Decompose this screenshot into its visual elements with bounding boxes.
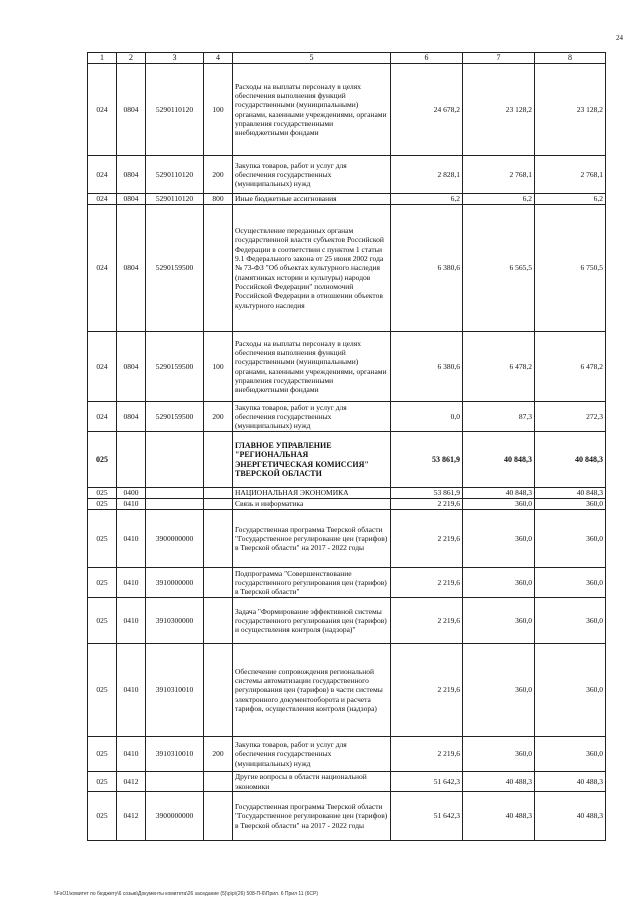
cell-target-article: 3910310010 bbox=[146, 737, 204, 772]
col-header-1: 1 bbox=[88, 53, 117, 64]
cell-section-code bbox=[117, 432, 146, 488]
cell-target-article: 3910300000 bbox=[146, 598, 204, 644]
cell-amount-col8: 40 488,3 bbox=[535, 792, 606, 841]
cell-section-code: 0804 bbox=[117, 64, 146, 156]
cell-expense-type bbox=[204, 772, 233, 792]
table-row bbox=[88, 792, 606, 841]
col-header-3: 3 bbox=[146, 53, 204, 64]
cell-section-code: 0804 bbox=[117, 332, 146, 402]
cell-expense-type bbox=[204, 499, 233, 510]
cell-amount-col7: 360,0 bbox=[463, 737, 535, 772]
cell-amount-col6: 6 380,6 bbox=[391, 205, 463, 332]
cell-amount-col7: 40 848,3 bbox=[463, 488, 535, 499]
cell-amount-col8: 360,0 bbox=[535, 568, 606, 598]
cell-description: НАЦИОНАЛЬНАЯ ЭКОНОМИКА bbox=[233, 488, 391, 499]
table-row bbox=[88, 156, 606, 194]
cell-amount-col6: 53 861,9 bbox=[391, 432, 463, 488]
cell-rcp-code: 025 bbox=[88, 510, 117, 568]
col-header-2: 2 bbox=[117, 53, 146, 64]
cell-amount-col8: 40 848,3 bbox=[535, 488, 606, 499]
table-row bbox=[88, 510, 606, 568]
cell-description: Подпрограмма "Совершенствование государственного регулирования цен (тарифов) в Тверской области" bbox=[233, 568, 391, 598]
table-row bbox=[88, 432, 606, 488]
cell-amount-col6: 6,2 bbox=[391, 194, 463, 205]
cell-amount-col7: 40 488,3 bbox=[463, 792, 535, 841]
table-row bbox=[88, 598, 606, 644]
cell-expense-type bbox=[204, 792, 233, 841]
cell-target-article: 3900000000 bbox=[146, 510, 204, 568]
cell-section-code: 0412 bbox=[117, 772, 146, 792]
table-row bbox=[88, 488, 606, 499]
cell-amount-col7: 360,0 bbox=[463, 568, 535, 598]
cell-description: Другие вопросы в области национальной экономики bbox=[233, 772, 391, 792]
table-row bbox=[88, 194, 606, 205]
footer-path: \\FsO1\комитет по бюджету\6 созыв\Документы комитета\26 заседание (5)\p\p\(26) 508-П-6\Прил. 6 Прил 11 (6СР) bbox=[54, 891, 319, 897]
cell-amount-col8: 2 768,1 bbox=[535, 156, 606, 194]
cell-rcp-code: 024 bbox=[88, 156, 117, 194]
cell-rcp-code: 025 bbox=[88, 772, 117, 792]
cell-amount-col8: 360,0 bbox=[535, 737, 606, 772]
cell-expense-type bbox=[204, 488, 233, 499]
cell-section-code: 0410 bbox=[117, 737, 146, 772]
cell-description: Задача "Формирование эффективной системы государственного регулирования цен (тарифов) и осуществления контроля (надзора)" bbox=[233, 598, 391, 644]
cell-target-article: 5290159500 bbox=[146, 402, 204, 432]
cell-section-code: 0410 bbox=[117, 510, 146, 568]
cell-amount-col7: 87,3 bbox=[463, 402, 535, 432]
cell-target-article bbox=[146, 499, 204, 510]
cell-target-article: 3900000000 bbox=[146, 792, 204, 841]
cell-amount-col7: 40 848,3 bbox=[463, 432, 535, 488]
cell-expense-type bbox=[204, 644, 233, 737]
cell-description: Связь и информатика bbox=[233, 499, 391, 510]
cell-amount-col8: 360,0 bbox=[535, 510, 606, 568]
cell-rcp-code: 025 bbox=[88, 488, 117, 499]
cell-rcp-code: 024 bbox=[88, 332, 117, 402]
cell-amount-col7: 23 128,2 bbox=[463, 64, 535, 156]
cell-target-article: 5290159500 bbox=[146, 332, 204, 402]
col-header-8: 8 bbox=[535, 53, 606, 64]
cell-rcp-code: 024 bbox=[88, 402, 117, 432]
cell-amount-col8: 6 478,2 bbox=[535, 332, 606, 402]
cell-amount-col8: 6,2 bbox=[535, 194, 606, 205]
cell-target-article: 5290110120 bbox=[146, 156, 204, 194]
cell-description: Расходы на выплаты персоналу в целях обеспечения выполнения функций государственными (муниципальными) органами, казенными учреждениями, органами управления государственными внебюджетными фондами bbox=[233, 64, 391, 156]
table-row bbox=[88, 402, 606, 432]
cell-amount-col6: 2 219,6 bbox=[391, 568, 463, 598]
cell-rcp-code: 025 bbox=[88, 644, 117, 737]
cell-rcp-code: 025 bbox=[88, 737, 117, 772]
cell-rcp-code: 025 bbox=[88, 568, 117, 598]
cell-amount-col6: 51 642,3 bbox=[391, 772, 463, 792]
cell-expense-type bbox=[204, 432, 233, 488]
cell-expense-type: 200 bbox=[204, 737, 233, 772]
cell-amount-col7: 6 478,2 bbox=[463, 332, 535, 402]
cell-amount-col6: 6 380,6 bbox=[391, 332, 463, 402]
col-header-4: 4 bbox=[204, 53, 233, 64]
cell-amount-col6: 2 219,6 bbox=[391, 737, 463, 772]
cell-amount-col8: 23 128,2 bbox=[535, 64, 606, 156]
cell-amount-col6: 2 828,1 bbox=[391, 156, 463, 194]
cell-expense-type: 100 bbox=[204, 64, 233, 156]
cell-section-code: 0410 bbox=[117, 499, 146, 510]
cell-amount-col7: 6 565,5 bbox=[463, 205, 535, 332]
cell-amount-col7: 360,0 bbox=[463, 499, 535, 510]
header-row bbox=[88, 53, 606, 64]
cell-amount-col6: 53 861,9 bbox=[391, 488, 463, 499]
cell-amount-col8: 360,0 bbox=[535, 598, 606, 644]
cell-description: Закупка товаров, работ и услуг для обеспечения государственных (муниципальных) нужд bbox=[233, 737, 391, 772]
table-row bbox=[88, 332, 606, 402]
cell-amount-col8: 40 848,3 bbox=[535, 432, 606, 488]
cell-description: Иные бюджетные ассигнования bbox=[233, 194, 391, 205]
budget-table bbox=[87, 52, 606, 841]
cell-expense-type bbox=[204, 598, 233, 644]
cell-expense-type bbox=[204, 568, 233, 598]
cell-expense-type bbox=[204, 205, 233, 332]
cell-target-article bbox=[146, 432, 204, 488]
table-row bbox=[88, 644, 606, 737]
table-row bbox=[88, 499, 606, 510]
cell-target-article: 3910000000 bbox=[146, 568, 204, 598]
cell-rcp-code: 025 bbox=[88, 432, 117, 488]
table-row bbox=[88, 64, 606, 156]
cell-amount-col7: 6,2 bbox=[463, 194, 535, 205]
cell-description: Закупка товаров, работ и услуг для обеспечения государственных (муниципальных) нужд bbox=[233, 402, 391, 432]
cell-description: Обеспечение сопровождения региональной системы автоматизации государственного регулирования цен (тарифов) в части системы электронного документооборота и расчета тарифов, осуществления контроля (надзора) bbox=[233, 644, 391, 737]
cell-section-code: 0400 bbox=[117, 488, 146, 499]
cell-description: Осуществление переданных органам государственной власти субъектов Российской Федерации в соответствии с пунктом 1 статьи 9.1 Федерального закона от 25 июня 2002 года № 73-ФЗ "Об объектах культурного наследия (памятниках истории и культуры) народов Российской Федерации" полномочий Российской Федерации в отношении объектов культурного наследия bbox=[233, 205, 391, 332]
cell-section-code: 0412 bbox=[117, 792, 146, 841]
cell-target-article: 5290110120 bbox=[146, 64, 204, 156]
cell-amount-col6: 0,0 bbox=[391, 402, 463, 432]
table-row bbox=[88, 772, 606, 792]
cell-amount-col6: 2 219,6 bbox=[391, 499, 463, 510]
cell-amount-col7: 360,0 bbox=[463, 644, 535, 737]
cell-rcp-code: 025 bbox=[88, 598, 117, 644]
cell-target-article bbox=[146, 488, 204, 499]
table-body bbox=[88, 64, 606, 841]
cell-amount-col6: 2 219,6 bbox=[391, 510, 463, 568]
cell-amount-col8: 360,0 bbox=[535, 499, 606, 510]
cell-target-article: 5290159500 bbox=[146, 205, 204, 332]
col-header-5: 5 bbox=[233, 53, 391, 64]
cell-rcp-code: 025 bbox=[88, 792, 117, 841]
cell-amount-col8: 360,0 bbox=[535, 644, 606, 737]
cell-description: Закупка товаров, работ и услуг для обеспечения государственных (муниципальных) нужд bbox=[233, 156, 391, 194]
cell-expense-type: 100 bbox=[204, 332, 233, 402]
cell-amount-col6: 24 678,2 bbox=[391, 64, 463, 156]
cell-description: Государственная программа Тверской области "Государственное регулирование цен (тарифов) в Тверской области" на 2017 - 2022 годы bbox=[233, 792, 391, 841]
cell-rcp-code: 024 bbox=[88, 194, 117, 205]
cell-amount-col7: 40 488,3 bbox=[463, 772, 535, 792]
table-row bbox=[88, 205, 606, 332]
cell-amount-col6: 2 219,6 bbox=[391, 644, 463, 737]
cell-section-code: 0410 bbox=[117, 568, 146, 598]
cell-expense-type: 200 bbox=[204, 402, 233, 432]
cell-amount-col8: 272,3 bbox=[535, 402, 606, 432]
cell-section-code: 0804 bbox=[117, 194, 146, 205]
cell-amount-col6: 2 219,6 bbox=[391, 598, 463, 644]
table-row bbox=[88, 737, 606, 772]
cell-amount-col8: 6 750,5 bbox=[535, 205, 606, 332]
cell-target-article bbox=[146, 772, 204, 792]
cell-description: ГЛАВНОЕ УПРАВЛЕНИЕ "РЕГИОНАЛЬНАЯ ЭНЕРГЕТИЧЕСКАЯ КОМИССИЯ" ТВЕРСКОЙ ОБЛАСТИ bbox=[233, 432, 391, 488]
cell-section-code: 0804 bbox=[117, 205, 146, 332]
cell-description: Расходы на выплаты персоналу в целях обеспечения выполнения функций государственными (муниципальными) органами, казенными учреждениями, органами управления государственными внебюджетными фондами bbox=[233, 332, 391, 402]
cell-rcp-code: 025 bbox=[88, 499, 117, 510]
cell-amount-col7: 360,0 bbox=[463, 598, 535, 644]
cell-amount-col8: 40 488,3 bbox=[535, 772, 606, 792]
cell-section-code: 0410 bbox=[117, 598, 146, 644]
cell-target-article: 3910310010 bbox=[146, 644, 204, 737]
col-header-7: 7 bbox=[463, 53, 535, 64]
cell-amount-col6: 51 642,3 bbox=[391, 792, 463, 841]
col-header-6: 6 bbox=[391, 53, 463, 64]
cell-expense-type bbox=[204, 510, 233, 568]
cell-section-code: 0804 bbox=[117, 402, 146, 432]
cell-amount-col7: 2 768,1 bbox=[463, 156, 535, 194]
table-row bbox=[88, 568, 606, 598]
cell-expense-type: 200 bbox=[204, 156, 233, 194]
cell-section-code: 0804 bbox=[117, 156, 146, 194]
cell-description: Государственная программа Тверской области "Государственное регулирование цен (тарифов) в Тверской области" на 2017 - 2022 годы bbox=[233, 510, 391, 568]
cell-rcp-code: 024 bbox=[88, 64, 117, 156]
cell-amount-col7: 360,0 bbox=[463, 510, 535, 568]
cell-expense-type: 800 bbox=[204, 194, 233, 205]
cell-section-code: 0410 bbox=[117, 644, 146, 737]
page-number: 24 bbox=[616, 34, 623, 42]
cell-rcp-code: 024 bbox=[88, 205, 117, 332]
cell-target-article: 5290110120 bbox=[146, 194, 204, 205]
